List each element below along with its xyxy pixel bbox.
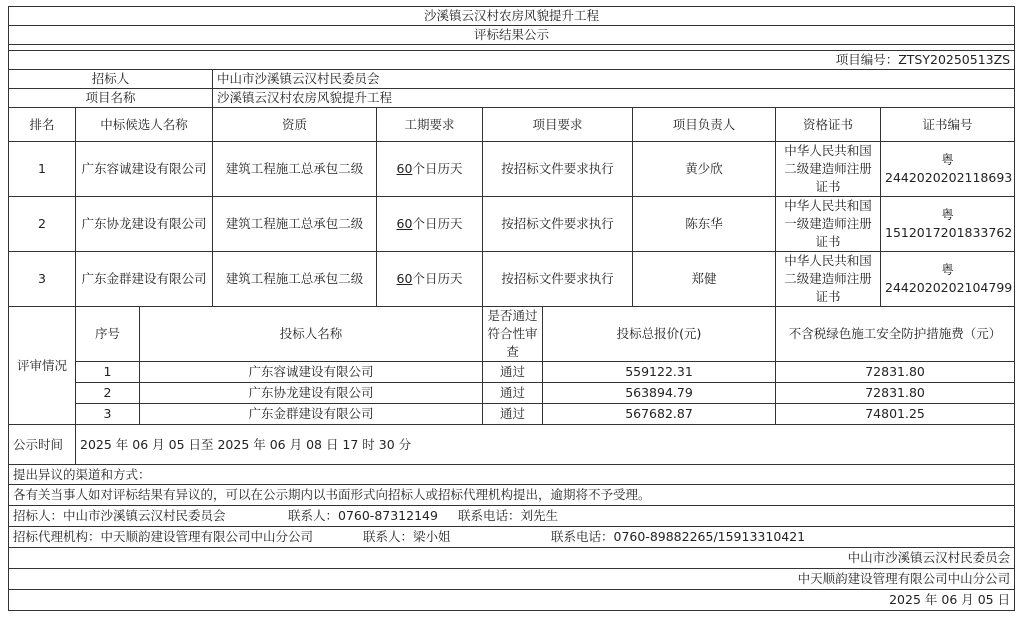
footer-org1: 中山市沙溪镇云汉村民委员会 bbox=[9, 548, 1015, 569]
review-pass: 通过 bbox=[483, 362, 543, 383]
review-pass: 通过 bbox=[483, 404, 543, 425]
review-row bbox=[9, 404, 1015, 425]
candidate-duration bbox=[377, 252, 483, 307]
review-price: 567682.87 bbox=[543, 404, 776, 425]
candidate-name: 广东金群建设有限公司 bbox=[76, 252, 213, 307]
footer-org2: 中天顺韵建设管理有限公司中山分公司 bbox=[9, 569, 1015, 590]
cert-prefix: 粤 bbox=[941, 262, 954, 277]
review-row bbox=[9, 362, 1015, 383]
review-bidder: 广东金群建设有限公司 bbox=[140, 404, 483, 425]
candidate-rank: 1 bbox=[9, 142, 76, 197]
tenderer-label: 招标人 bbox=[9, 70, 213, 89]
candidate-cert-number bbox=[881, 197, 1015, 252]
candidate-manager: 黄少欣 bbox=[633, 142, 776, 197]
footer-date: 2025 年 06 月 05 日 bbox=[9, 590, 1015, 611]
candidate-duration bbox=[377, 197, 483, 252]
candidate-requirement: 按招标文件要求执行 bbox=[483, 142, 633, 197]
candidate-cert-number bbox=[881, 252, 1015, 307]
objection-text: 各有关当事人如对评标结果有异议的，可以在公示期内以书面形式向招标人或招标代理机构提出，逾期将不予受理。 bbox=[9, 485, 1015, 506]
candidate-certificate: 中华人民共和国一级建造师注册证书 bbox=[776, 197, 881, 252]
review-fee: 72831.80 bbox=[776, 362, 1015, 383]
header-qualification: 资质 bbox=[213, 108, 377, 142]
project-name-label: 项目名称 bbox=[9, 89, 213, 108]
candidate-rank: 2 bbox=[9, 197, 76, 252]
agency-contact-line bbox=[9, 527, 1015, 548]
review-fee: 72831.80 bbox=[776, 383, 1015, 404]
cert-prefix: 粤 bbox=[941, 207, 954, 222]
header-candidate-name: 中标候选人名称 bbox=[76, 108, 213, 142]
tenderer-line: 招标人：中山市沙溪镇云汉村民委员会 bbox=[13, 508, 226, 523]
header-manager: 项目负责人 bbox=[633, 108, 776, 142]
cert-prefix: 粤 bbox=[941, 152, 954, 167]
duration-days: 60 bbox=[396, 216, 413, 231]
cert-digits: 2442020202118693 bbox=[885, 170, 1013, 185]
candidates-header-row bbox=[9, 108, 1015, 142]
header-certificate: 资格证书 bbox=[776, 108, 881, 142]
candidate-certificate: 中华人民共和国二级建造师注册证书 bbox=[776, 142, 881, 197]
candidate-manager: 陈东华 bbox=[633, 197, 776, 252]
candidate-qualification: 建筑工程施工总承包二级 bbox=[213, 197, 377, 252]
review-header-bidder: 投标人名称 bbox=[140, 307, 483, 362]
tenderer-value: 中山市沙溪镇云汉村民委员会 bbox=[213, 70, 1015, 89]
cert-digits: 1512017201833762 bbox=[885, 225, 1013, 240]
duration-days: 60 bbox=[396, 161, 413, 176]
agency-line: 招标代理机构：中天顺韵建设管理有限公司中山分公司 bbox=[13, 529, 314, 544]
cert-digits: 2442020202104799 bbox=[885, 280, 1013, 295]
bid-result-notice bbox=[8, 6, 1014, 611]
review-bidder: 广东容诚建设有限公司 bbox=[140, 362, 483, 383]
duration-unit: 个日历天 bbox=[412, 216, 463, 231]
duration-unit: 个日历天 bbox=[412, 161, 463, 176]
candidate-rank: 3 bbox=[9, 252, 76, 307]
candidate-name: 广东协龙建设有限公司 bbox=[76, 197, 213, 252]
publicity-label: 公示时间 bbox=[9, 425, 76, 465]
candidate-requirement: 按招标文件要求执行 bbox=[483, 252, 633, 307]
tenderer-contact-line bbox=[9, 506, 1015, 527]
candidate-requirement: 按招标文件要求执行 bbox=[483, 197, 633, 252]
candidate-row bbox=[9, 197, 1015, 252]
header-cert-number: 证书编号 bbox=[881, 108, 1015, 142]
review-no: 2 bbox=[76, 383, 140, 404]
publicity-value: 2025 年 06 月 05 日至 2025 年 06 月 08 日 17 时 30 分 bbox=[76, 425, 1015, 465]
candidate-name: 广东容诚建设有限公司 bbox=[76, 142, 213, 197]
tenderer-phone: 联系电话：刘先生 bbox=[458, 508, 559, 523]
candidate-row bbox=[9, 252, 1015, 307]
header-requirement: 项目要求 bbox=[483, 108, 633, 142]
review-row bbox=[9, 383, 1015, 404]
objection-title: 提出异议的渠道和方式： bbox=[9, 465, 1015, 485]
notice-table bbox=[8, 6, 1015, 611]
review-no: 3 bbox=[76, 404, 140, 425]
review-header-price: 投标总报价(元) bbox=[543, 307, 776, 362]
agency-phone: 联系电话：0760-89882265/15913310421 bbox=[551, 529, 806, 544]
review-price: 563894.79 bbox=[543, 383, 776, 404]
duration-days: 60 bbox=[396, 271, 413, 286]
candidate-duration bbox=[377, 142, 483, 197]
review-bidder: 广东协龙建设有限公司 bbox=[140, 383, 483, 404]
review-fee: 74801.25 bbox=[776, 404, 1015, 425]
review-header-no: 序号 bbox=[76, 307, 140, 362]
candidate-qualification: 建筑工程施工总承包二级 bbox=[213, 142, 377, 197]
header-rank: 排名 bbox=[9, 108, 76, 142]
review-header-pass: 是否通过符合性审查 bbox=[483, 307, 543, 362]
candidate-cert-number bbox=[881, 142, 1015, 197]
notice-subtitle: 评标结果公示 bbox=[9, 26, 1015, 45]
agency-contact: 联系人：梁小姐 bbox=[363, 529, 451, 544]
review-header-row bbox=[9, 307, 1015, 362]
candidate-row bbox=[9, 142, 1015, 197]
project-number: 项目编号：ZTSY20250513ZS bbox=[9, 51, 1015, 70]
review-header-fee: 不含税绿色施工安全防护措施费（元） bbox=[776, 307, 1015, 362]
tenderer-contact: 联系人：0760-87312149 bbox=[288, 508, 438, 523]
header-duration: 工期要求 bbox=[377, 108, 483, 142]
review-pass: 通过 bbox=[483, 383, 543, 404]
candidate-manager: 郑健 bbox=[633, 252, 776, 307]
candidate-qualification: 建筑工程施工总承包二级 bbox=[213, 252, 377, 307]
notice-title: 沙溪镇云汉村农房风貌提升工程 bbox=[9, 7, 1015, 26]
candidate-certificate: 中华人民共和国二级建造师注册证书 bbox=[776, 252, 881, 307]
review-price: 559122.31 bbox=[543, 362, 776, 383]
project-name-value: 沙溪镇云汉村农房风貌提升工程 bbox=[213, 89, 1015, 108]
duration-unit: 个日历天 bbox=[412, 271, 463, 286]
publicity-row bbox=[9, 425, 1015, 465]
review-label: 评审情况 bbox=[9, 307, 76, 425]
review-no: 1 bbox=[76, 362, 140, 383]
